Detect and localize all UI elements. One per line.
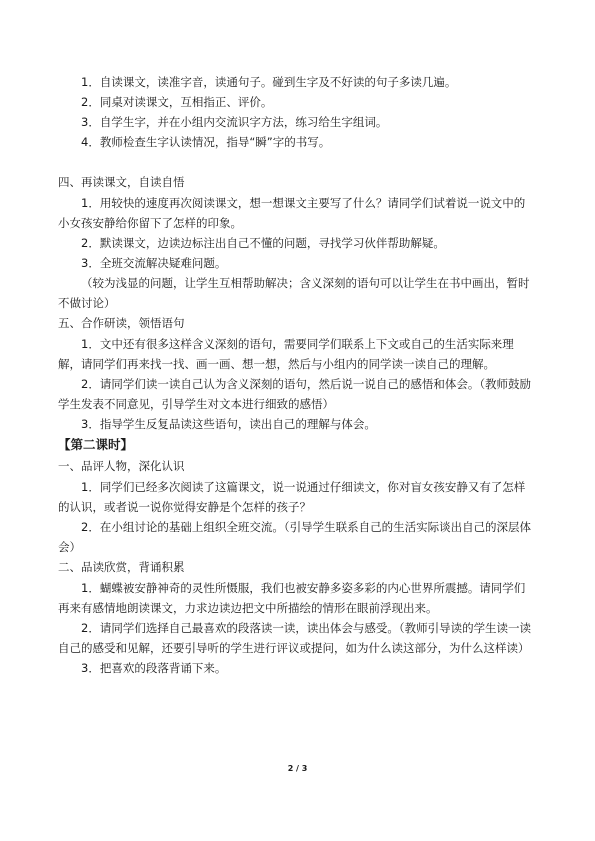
spacer xyxy=(58,152,534,172)
section-heading: 二、品读欣赏，背诵积累 xyxy=(58,560,185,574)
step-item: 1．文中还有很多这样含义深刻的语句，需要同学们联系上下文或自己的生活实际来理解，请同学们再来找一找、画一画、想一想，然后与小组内的同学读一读自己的理解。 xyxy=(58,337,514,371)
step-item: 1．蝴蝶被安静神奇的灵性所慑服，我们也被安静多姿多彩的内心世界所震撼。请同学们再来有感情地朗读课文，力求边读边把文中所描绘的情形在眼前浮现出来。 xyxy=(58,581,526,615)
section-heading: 五、合作研读，领悟语句 xyxy=(58,316,185,330)
step-item: 1．用较快的速度再次阅读课文，想一想课文主要写了什么？请同学们试着说一说文中的小女孩安静给你留下了怎样的印象。 xyxy=(58,196,526,230)
step-item: 2．同桌对读课文，互相指正、评价。 xyxy=(81,95,273,109)
step-item: 2．默读课文，边读边标注出自己不懂的问题，寻找学习伙伴帮助解疑。 xyxy=(81,236,445,250)
step-item: 2．在小组讨论的基础上组织全班交流。（引导学生联系自己的生活实际谈出自己的深层体会） xyxy=(58,520,532,554)
note-paragraph: （较为浅显的问题，让学生互相帮助解决；含义深刻的语句可以让学生在书中画出，暂时不做讨论） xyxy=(58,276,530,310)
section-heading: 四、再读课文，自读自悟 xyxy=(58,175,185,189)
section-heading: 一、品评人物，深化认识 xyxy=(58,459,185,473)
step-item: 1．同学们已经多次阅读了这篇课文，说一说通过仔细读文，你对盲女孩安静又有了怎样的认识，或者说一说你觉得安静是个怎样的孩子？ xyxy=(58,480,526,514)
step-item: 3．全班交流解决疑难问题。 xyxy=(81,256,227,270)
step-item: 2．请同学们读一读自己认为含义深刻的语句，然后说一说自己的感悟和体会。（教师鼓励学生发表不同意见，引导学生对文本进行细致的感悟） xyxy=(58,377,532,411)
step-item: 4．教师检查生字认读情况，指导“瞬”字的书写。 xyxy=(81,135,331,149)
lesson-title: 【第二课时】 xyxy=(58,437,134,452)
page-number: 2 / 3 xyxy=(287,764,308,773)
step-item: 3．自学生字，并在小组内交流识字方法，练习给生字组词。 xyxy=(81,115,388,129)
step-item: 3．把喜欢的段落背诵下来。 xyxy=(81,661,227,675)
step-item: 1．自读课文，读准字音，读通句子。碰到生字及不好读的句子多读几遍。 xyxy=(81,75,457,89)
step-item: 2．请同学们选择自己最喜欢的段落读一读，读出体会与感受。（教师引导读的学生读一读自己的感受和见解，还要引导听的学生进行评议或提问，如为什么读这部分，为什么这样读） xyxy=(58,621,532,655)
step-item: 3．指导学生反复品读这些语句，读出自己的理解与体会。 xyxy=(81,417,376,431)
page-content xyxy=(58,72,534,678)
